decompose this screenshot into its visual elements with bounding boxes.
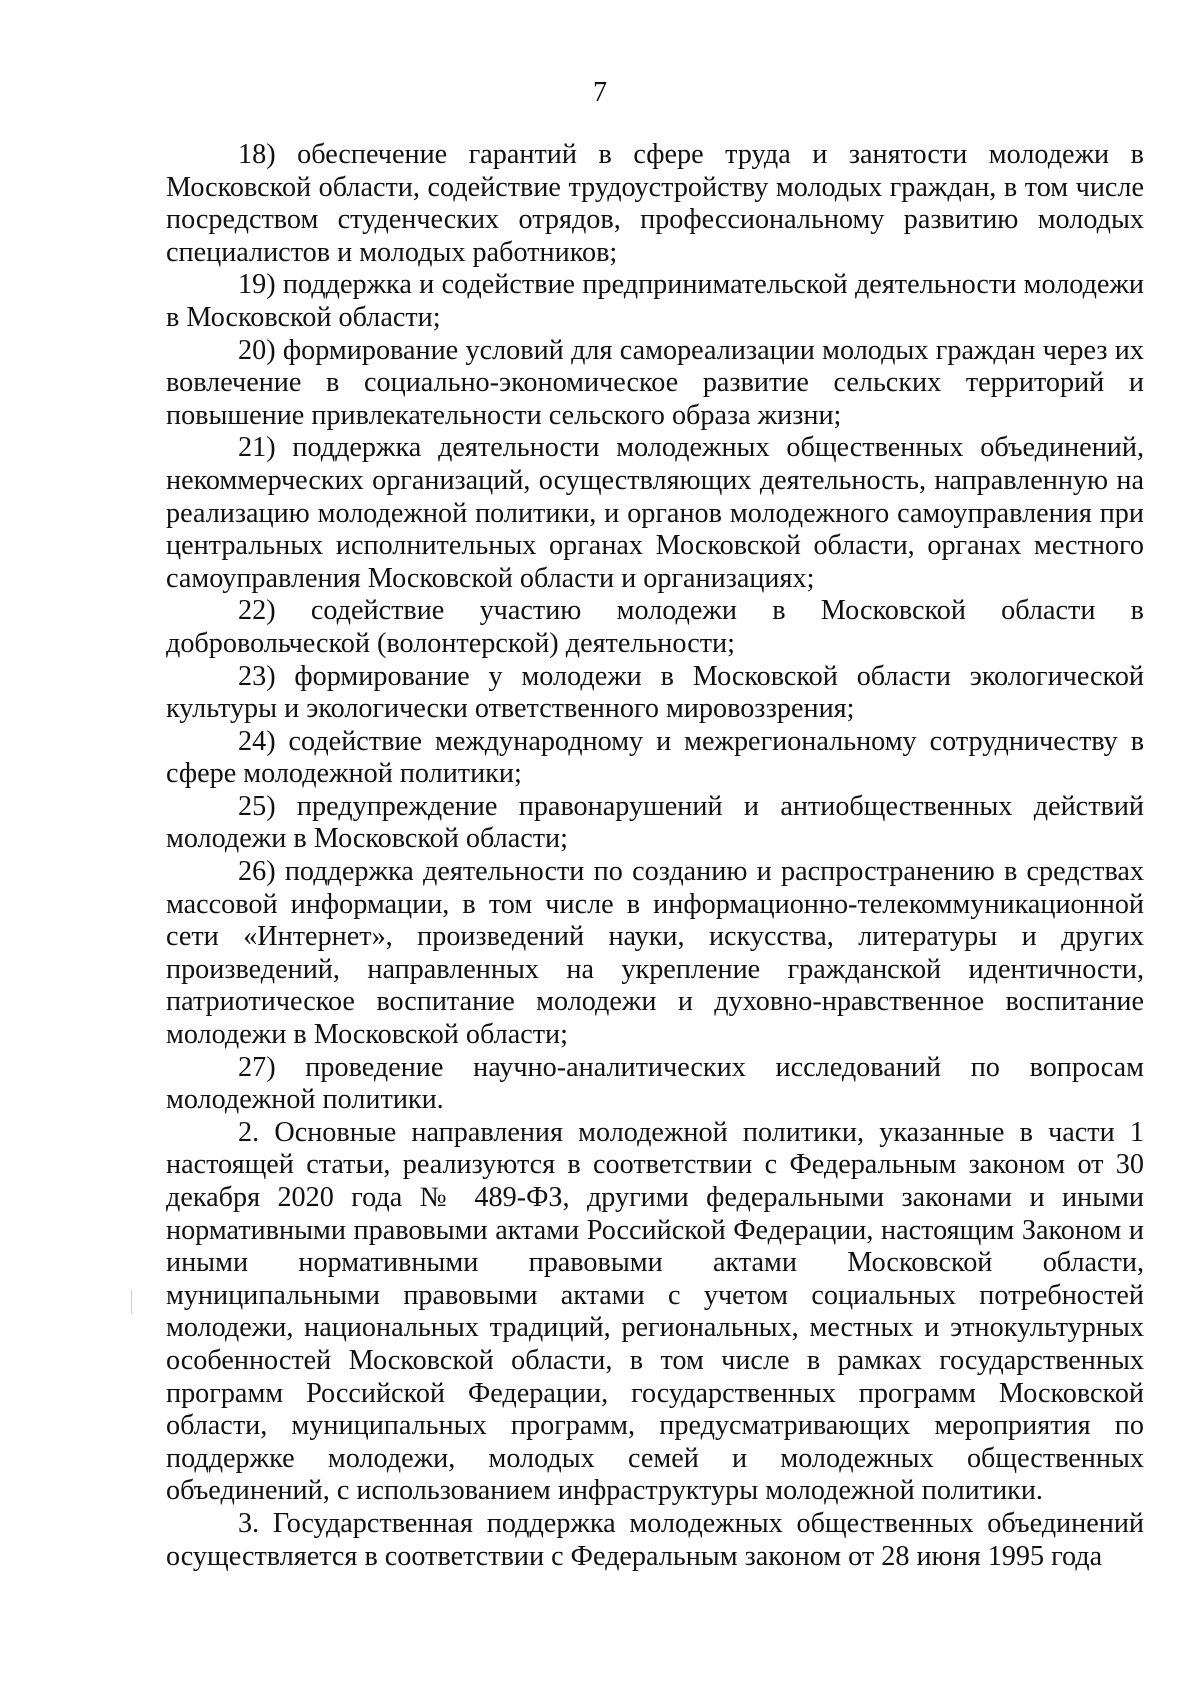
paragraph-part-2: 2. Основные направления молодежной политики, указанные в части 1 настоящей статьи, реализуются в соответствии с Федеральным законом от 30 декабря 2020 года № 489-ФЗ, другими федеральными законами и иными нормативными правовыми актами Российской Федерации, настоящим Законом и иными нормативными правовыми актами Московской области, муниципальными правовыми актами с учетом социальных потребностей молодежи, национальных традиций, региональных, местных и этнокультурных особенностей Московской области, в том числе в рамках государственных программ Российской Федерации, государственных программ Московской области, муниципальных программ, предусматривающих мероприятия по поддержке молодежи, молодых семей и молодежных общественных объединений, с использованием инфраструктуры молодежной политики.: [166, 1116, 1144, 1507]
list-item-19: 19) поддержка и содействие предпринимательской деятельности молодежи в Московской области;: [166, 269, 1144, 333]
paragraph-part-3: 3. Государственная поддержка молодежных общественных объединений осуществляется в соответствии с Федеральным законом от 28 июня 1995 года: [166, 1507, 1144, 1572]
list-item-22: 22) содействие участию молодежи в Московской области в добровольческой (волонтерской) деятельности;: [166, 595, 1144, 659]
document-body: [166, 139, 1144, 1573]
list-item-21: 21) поддержка деятельности молодежных общественных объединений, некоммерческих организаций, осуществляющих деятельность, направленную на реализацию молодежной политики, и органов молодежного самоуправления при центральных исполнительных органах Московской области, органах местного самоуправления Московской области и организациях;: [166, 432, 1144, 594]
list-item-25: 25) предупреждение правонарушений и антиобщественных действий молодежи в Московской области;: [166, 790, 1144, 855]
list-item-26: 26) поддержка деятельности по созданию и распространению в средствах массовой информации, в том числе в информационно-телекоммуникационной сети «Интернет», произведений науки, искусства, литературы и других произведений, направленных на укрепление гражданской идентичности, патриотическое воспитание молодежи и духовно-нравственное воспитание молодежи в Московской области;: [166, 856, 1144, 1051]
page-number: 7: [593, 77, 607, 108]
list-item-24: 24) содействие международному и межрегиональному сотрудничеству в сфере молодежной политики;: [166, 725, 1144, 790]
list-item-20: 20) формирование условий для самореализации молодых граждан через их вовлечение в социально-экономическое развитие сельских территорий и повышение привлекательности сельского образа жизни;: [166, 334, 1144, 431]
scan-margin-mark: [131, 1290, 132, 1314]
list-item-23: 23) формирование у молодежи в Московской области экологической культуры и экологически ответственного мировоззрения;: [166, 660, 1144, 725]
list-item-27: 27) проведение научно-аналитических исследований по вопросам молодежной политики.: [166, 1051, 1144, 1116]
list-item-18: 18) обеспечение гарантий в сфере труда и занятости молодежи в Московской области, содействие трудоустройству молодых граждан, в том числе посредством студенческих отрядов, профессиональному развитию молодых специалистов и молодых работников;: [166, 139, 1144, 268]
